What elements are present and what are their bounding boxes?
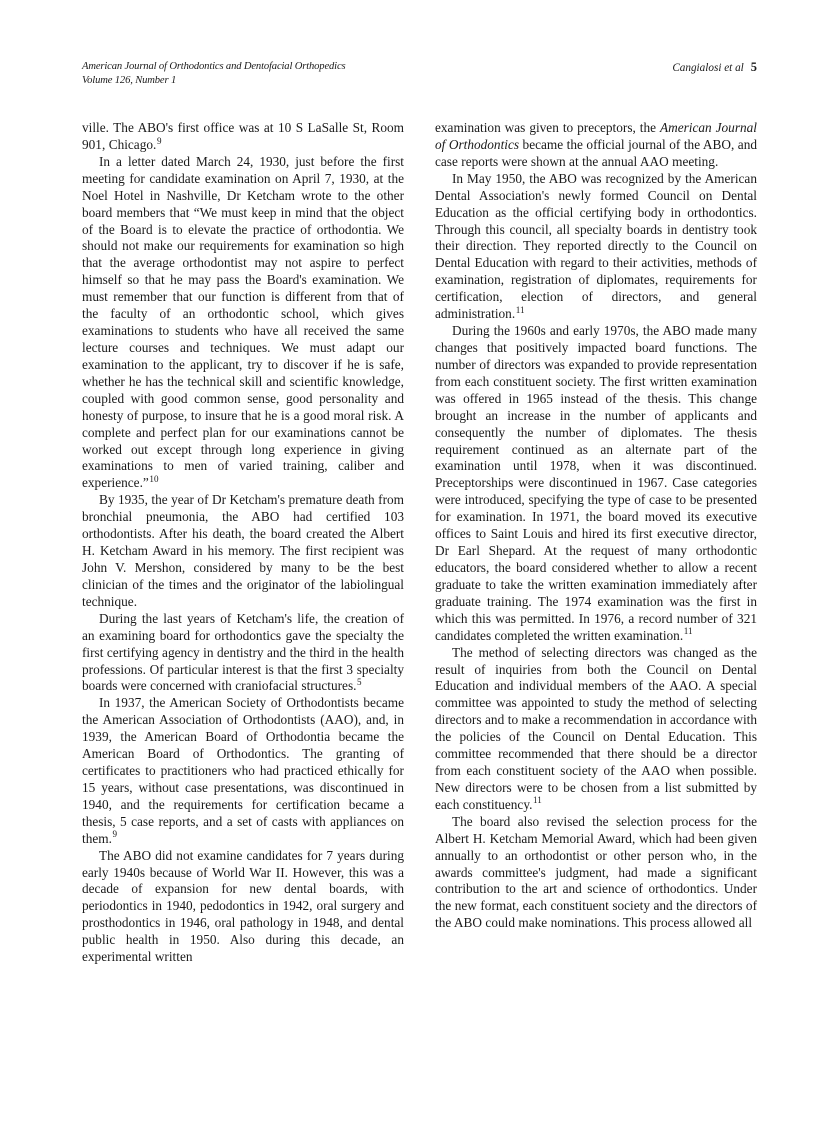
- paragraph-text: During the last years of Ketcham's life, the creation of an examining board for orthodontics gave the specialty the first certifying agency in dentistry and the third in the health professions. Of particular interest is that the first 3 specialty boards were concerned with craniofacial structures.: [82, 610, 404, 694]
- journal-name-italic: American Journal of Orthodontics: [435, 120, 758, 152]
- volume-issue-text: Volume 126, Number 1: [82, 75, 177, 87]
- reference-marker: 10: [149, 473, 159, 484]
- paragraph-text: The board also revised the selection process for the Albert H. Ketcham Memorial Award, which had been given annually to an orthodontist or other person who, in the awards committee's judgment, had made a significant contribution to the art and science of orthodontics. Under the new format, each constituent society and the directors of the ABO could make nominations. This process allowed all: [435, 813, 757, 931]
- paragraph: [435, 814, 757, 932]
- paragraph-text: became the official journal of the ABO, and case reports were shown at the annual AAO meeting.: [435, 136, 757, 169]
- paragraph-text: In May 1950, the ABO was recognized by the American Dental Association's newly formed Council on Dental Education as the official certifying body in orthodontics. Through this council, all specialty boards in dentistry took their direction. They reported directly to the Council on Dental Education with regard to their activities, methods of examination, registration of diplomates, requirements for certification, election of directors, and general administration.: [435, 170, 757, 322]
- reference-marker: 9: [156, 135, 162, 146]
- reference-marker: 11: [533, 795, 542, 806]
- reference-marker: 5: [357, 677, 362, 687]
- paragraph: [435, 323, 757, 645]
- paragraph: [82, 848, 404, 966]
- journal-title: American Journal of Orthodontics and Dentofacial Orthopedics: [82, 61, 346, 72]
- paragraph-text: ville. The ABO's first office was at 10 S LaSalle St, Room 901, Chicago.: [82, 120, 404, 152]
- paragraph: [82, 120, 404, 154]
- paragraph-text: During the 1960s and early 1970s, the ABO made many changes that positively impacted board functions. The number of directors was expanded to provide representation from each constituent society. The first written examination was offered in 1965 instead of the thesis. This change brought an increase in the number of applicants and consequently the number of diplomates. The thesis requirement continued as an alternate part of the examination until 1978, when it was discontinued. Preceptorships were discontinued in 1967. Case categories were introduced, specifying the type of case to be presented for examination. In 1971, the board moved its executive offices to Saint Louis and hired its first executive director, Dr Earl Shepard. At the request of many orthodontic educators, the board considered whether to allow a recent graduate to take the written examination immediately after graduate training. The 1974 examination was the first in which this was permitted. In 1976, a record number of 321 candidates completed the written examination.: [435, 323, 757, 643]
- paragraph-text: In 1937, the American Society of Orthodontists became the American Association of Orthodontists (AAO), and, in 1939, the American Board of Orthodontia became the American Board of Orthodontics. The granting of certificates to practitioners who had practiced ethically for 15 years, without case presentations, was discontinued in 1940, and the requirements for certification became a thesis, 5 case reports, and a set of casts with appliances on them.: [82, 695, 404, 846]
- running-head-right: [672, 60, 757, 75]
- paragraph: [435, 171, 757, 323]
- paragraph-text: By 1935, the year of Dr Ketcham's premature death from bronchial pneumonia, the ABO had certified 103 orthodontists. After his death, the board created the Albert H. Ketcham Award in his memory. The first recipient was John V. Mershon, considered by many to be the best clinician of the times and the originator of the labiolingual technique.: [82, 492, 404, 609]
- running-head: [82, 60, 757, 94]
- paragraph-text: In a letter dated March 24, 1930, just before the first meeting for candidate examination on April 7, 1930, at the Noel Hotel in Nashville, Dr Ketcham wrote to the other board members that “We must keep in mind that the object of the Board is to elevate the practice of orthodontia. We should not make our requirements for examination so high that the average orthodontist may not aspire to perfect himself so that he may pass the Board's examination. We must remember that our function is different from that of the faculty of an orthodontic school, which gives examinations to students who have all received the same lecture courses and techniques. We must adapt our examination to the applicant, try to discover if he is safe, whether he has the technical skill and scientific knowledge, coupled with good common sense, good personality and honesty of purpose, to insure that he is a good moral risk. A complete and perfect plan for our examinations cannot be worked out except through long experience in giving examinations to men of varied training, caliber and experience.”: [82, 153, 404, 491]
- paragraph: [82, 492, 404, 610]
- paragraph-text: The method of selecting directors was changed as the result of inquiries from both the Council on Dental Education and individual members of the AAO. A special committee was appointed to study the method of selecting directors and to make a recommendation in accordance with the policies of the Council on Dental Education. This committee recommended that there should be a director from each constituent society of the AAO when possible. New directors were to be chosen from a list submitted by each constituency.: [435, 644, 757, 812]
- volume-issue: [82, 74, 522, 88]
- page-number: 5: [750, 60, 757, 74]
- column-right: [435, 120, 757, 1040]
- running-head-left: [82, 60, 522, 88]
- paragraph-text: examination was given to preceptors, the: [435, 120, 660, 135]
- reference-marker: 9: [112, 829, 118, 840]
- reference-marker: 11: [683, 626, 693, 637]
- column-left: [82, 120, 404, 1040]
- authors-citation: Cangialosi et al: [672, 62, 744, 74]
- paragraph: [82, 611, 404, 696]
- article-body: [82, 120, 757, 1040]
- paragraph-text: The ABO did not examine candidates for 7 years during early 1940s because of World War II. However, this was a decade of expansion for new dental boards, with periodontics in 1940, pedodontics in 1942, oral surgery and prosthodontics in 1946, oral pathology in 1948, and dental public health in 1950. Also during this decade, an experimental written: [82, 847, 404, 965]
- reference-marker: 11: [515, 304, 525, 315]
- paragraph: [82, 695, 404, 847]
- paragraph: [435, 645, 757, 814]
- paragraph: [435, 120, 757, 171]
- paragraph: [82, 154, 404, 492]
